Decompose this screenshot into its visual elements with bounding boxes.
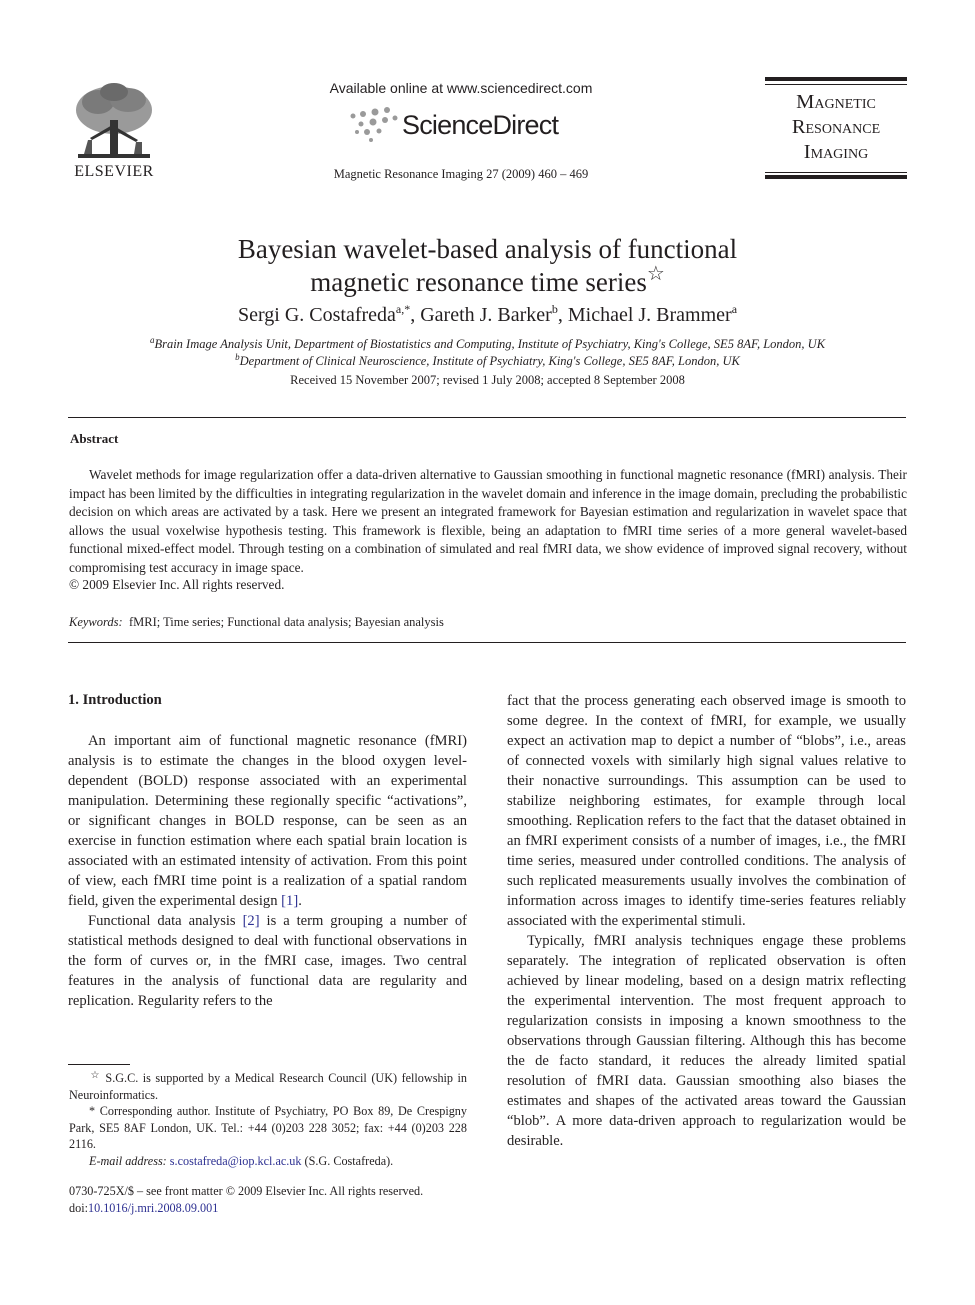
footnote-email: E-mail address: s.costafreda@iop.kcl.ac.uk (S.G. Costafreda). — [89, 1154, 394, 1168]
publisher-name: ELSEVIER — [74, 163, 154, 180]
footnote-funding: ☆ S.G.C. is supported by a Medical Research Council (UK) fellowship in Neuroinformatics. — [69, 1070, 468, 1102]
abstract-heading: Abstract — [70, 431, 119, 446]
footnote-corresponding: * Corresponding author. Institute of Psychiatry, PO Box 89, De Crespigny Park, SE5 8AF London, UK. Tel.: +44 (0)203 228 3052; fax: +44 (0)203 228 2116. — [69, 1104, 467, 1151]
author-sup: a,* — [395, 302, 411, 316]
author-name: Sergi G. Costafreda — [237, 304, 396, 326]
right-column — [507, 691, 906, 1151]
keywords — [69, 615, 444, 630]
author-sup: b — [551, 302, 558, 316]
available-online-text[interactable]: Available online at www.sciencedirect.com — [329, 80, 593, 96]
keywords-list: fMRI; Time series; Functional data analysis; Bayesian analysis — [128, 615, 444, 629]
keywords-label: Keywords: — [69, 615, 123, 629]
author-name: Michael J. Brammer — [567, 304, 732, 326]
divider — [68, 642, 906, 643]
paragraph: fact that the process generating each observed image is smooth to some degree. In the context of fMRI, for example, we usually expect an activation map to depict a number of “blobs”, i.e., areas of connected voxels with similarly high signal values relative to their nonactive surroundings. This assumption can be used to stabilize neighboring estimates, for example through local smoothing. Replication refers to the fact that the dataset obtained in an fMRI experiment consists of a number of images, i.e., the fMRI time series, measured under controlled conditions. The analysis of such replicated measurements usually involves the combination of information across images to identify time-series features reliably associated with the experimental stimuli. — [507, 693, 906, 929]
journal-logo — [765, 77, 907, 181]
title-line: magnetic resonance time series — [310, 267, 647, 297]
journal-logo-word: Imaging — [803, 141, 869, 163]
paragraph: An important aim of functional magnetic resonance (fMRI) analysis is to estimate the changes in the blood oxygen level-dependent (BOLD) response associated with an experimental manipulation. Determining these regionally specific “activations”, or significant changes in BOLD response, can be seen as an exercise in function estimation where each spatial brain location is associated with an estimated intensity of activation. From this point of view, each fMRI time point is a realization of a spatial random field, given the experimental design [1]. — [68, 733, 467, 909]
title-line: Bayesian wavelet-based analysis of functional — [237, 234, 738, 264]
citation-link[interactable]: [2] — [242, 913, 260, 929]
front-matter-text: 0730-725X/$ – see front matter © 2009 Elsevier Inc. All rights reserved. — [69, 1184, 424, 1198]
email-link[interactable]: s.costafreda@iop.kcl.ac.uk — [169, 1154, 302, 1168]
footnote-star-icon: ☆ — [89, 1070, 101, 1081]
abstract-copyright: © 2009 Elsevier Inc. All rights reserved. — [69, 577, 285, 592]
footnote-rule — [68, 1064, 130, 1065]
sciencedirect-wordmark: ScienceDirect — [402, 110, 559, 140]
author-sup: a — [731, 302, 738, 316]
title-footnote-star-icon[interactable]: ☆ — [646, 263, 665, 285]
front-matter: 0730-725X/$ – see front matter © 2009 Elsevier Inc. All rights reserved. doi:10.1016/j.mri.2008.09.001 — [69, 1184, 424, 1215]
author-list: Sergi G. Costafreda$^{a,*}$, Gareth J. Barker$^b$, Michael J. Brammer$^a$ — [237, 302, 738, 326]
article-title — [150, 233, 825, 299]
left-column — [68, 731, 467, 1011]
section-heading: 1. Introduction — [68, 692, 162, 708]
author-name: Gareth J. Barker — [420, 304, 552, 326]
paragraph: Functional data analysis [2] is a term grouping a number of statistical methods designed to deal with functional observations in the form of curves or, in the fMRI case, images. Two central features in the analysis of functional data are regularity and replication. Regularity refers to the — [68, 913, 467, 1009]
paragraph: Typically, fMRI analysis techniques engage these problems separately. The integration of replicated observation is often achieved by linear modeling, based on a design matrix reflecting the experimental intervention. The most frequent approach to regularization consists in imposing a known smoothness to the observations through Gaussian filtering. Although this has become the de facto standard, it reduces the already limited spatial resolution of fMRI data. Gaussian smoothing also biases the estimates and shapes of the activated areas toward the Gaussian “blob”. A more data-driven approach to regularization would be desirable. — [507, 933, 906, 1149]
doi-link[interactable]: 10.1016/j.mri.2008.09.001 — [87, 1201, 219, 1215]
journal-citation: Magnetic Resonance Imaging 27 (2009) 460 – 469 — [333, 167, 589, 181]
affiliation: $^a$Brain Image Analysis Unit, Department of Biostatistics and Computing, Institute of Psychiatry, King's College, SE5 8AF, London, UK — [149, 335, 826, 351]
affiliation: $^b$Department of Clinical Neuroscience, Institute of Psychiatry, King's College, SE5 8AF, London, UK — [235, 352, 740, 368]
abstract-text: Wavelet methods for image regularization offer a data-driven alternative to Gaussian smoothing in functional magnetic resonance (fMRI) analysis. Their impact has been limited by the difficulties in integrating regularization in the wavelet domain and inference in the image domain, precluding the probabilistic decision on which areas are activated by a task. Here we present an integrated framework for Bayesian estimation and regularization in wavelet space that allows the usual voxelwise hypothesis testing. This framework is flexible, being an adaptation to fMRI time series of a more general wavelet-based functional mixed-effect model. Through testing on a combination of simulated and real fMRI data, we show evidence of improved signal recovery, without compromising test accuracy in image space. — [69, 467, 907, 575]
received-dates: Received 15 November 2007; revised 1 July 2008; accepted 8 September 2008 — [290, 373, 685, 387]
journal-logo-word: Magnetic — [796, 91, 876, 113]
journal-logo-word: Resonance — [791, 116, 881, 138]
citation-link[interactable]: [1] — [281, 893, 299, 909]
divider — [68, 417, 906, 418]
